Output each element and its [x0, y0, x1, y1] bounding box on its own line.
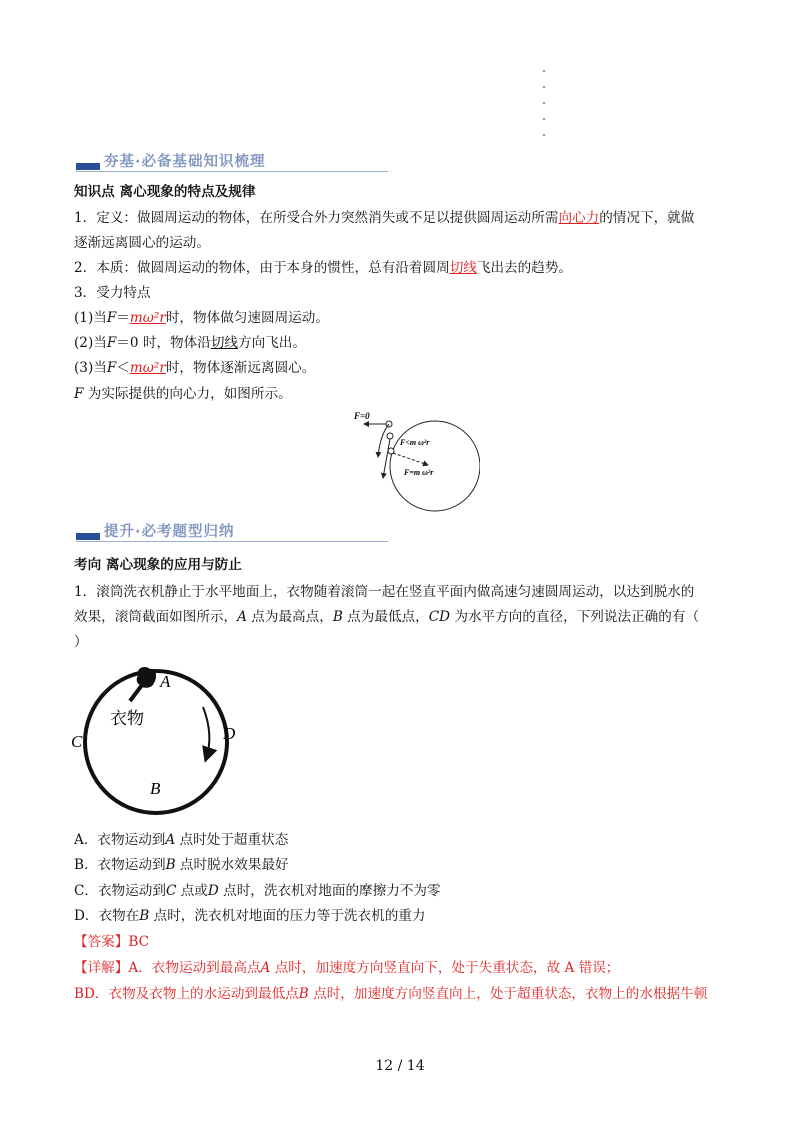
case-text: ＝0 时，物体沿 [116, 335, 211, 351]
var-B: B [139, 908, 150, 924]
page-number: 12 / 14 [375, 1058, 425, 1074]
var-B: B [165, 857, 176, 873]
section-bar [76, 533, 100, 540]
question-line-2 [74, 609, 699, 625]
question-text: 点为最低点， [342, 609, 429, 625]
section-title: 提升·必考题型归纳 [104, 524, 235, 540]
essence-text-end: 飞出去的趋势。 [476, 260, 573, 276]
detail-text: 点时，加速度方向竖直向上，处于超重状态，衣物上的水根据牛顿 [308, 986, 708, 1002]
question-topic-heading: 考向 离心现象的应用与防止 [74, 557, 242, 573]
case-prefix: (3)当 [74, 360, 107, 376]
question-text: 为水平方向的直径，下列说法正确的有（ [450, 609, 700, 625]
orbit-circle [390, 421, 480, 511]
case-prefix: (1)当 [74, 310, 107, 326]
knowledge-point-heading: 知识点 离心现象的特点及规律 [74, 184, 256, 200]
object-point [387, 433, 393, 439]
detail-text: 【详解】A．衣物运动到最高点 [74, 960, 261, 976]
option-c [74, 883, 441, 899]
force-case-2 [74, 335, 306, 351]
answer-tangent: 切线 [449, 260, 477, 276]
var-C: C [165, 883, 177, 899]
essence-text: 2．本质：做圆周运动的物体，由于本身的惯性，总有沿着圆周 [74, 260, 450, 276]
less-than-sign: ＜ [116, 360, 130, 376]
force-title: 3．受力特点 [74, 285, 151, 301]
definition-line-2: 逐渐远离圆心的运动。 [74, 235, 210, 251]
answer-label: 【答案】BC [74, 934, 150, 950]
definition-text: 1．定义：做圆周运动的物体，在所受合外力突然消失或不足以提供圆周运动所需 [74, 210, 559, 226]
option-text: D．衣物在 [74, 908, 140, 924]
option-text: 点时，洗衣机对地面的摩擦力不为零 [218, 883, 441, 899]
label-point-a: A [160, 672, 171, 691]
definition-line-1 [74, 210, 694, 226]
var-F: F [106, 360, 117, 376]
var-B: B [298, 986, 309, 1002]
case-text: 时，物体做匀速圆周运动。 [165, 310, 329, 326]
answer-formula: mω²r [129, 310, 166, 326]
question-text: 效果，滚筒截面如图所示， [74, 609, 238, 625]
label-f-less: F<m ω²r [400, 438, 430, 447]
label-f-zero: F=0 [354, 411, 370, 421]
answer-detail-line-2 [74, 986, 707, 1002]
var-F: F [74, 386, 84, 402]
option-b [74, 857, 289, 873]
note-text: 为实际提供的向心力，如图所示。 [83, 386, 292, 402]
option-text: C．衣物运动到 [74, 883, 166, 899]
answer-detail-line-1 [74, 960, 619, 976]
option-text: 点时，洗衣机对地面的压力等于洗衣机的重力 [149, 908, 426, 924]
decorative-dots [541, 70, 547, 150]
section-header-basics [76, 150, 388, 174]
force-case-3 [74, 360, 315, 376]
question-line-1: 1．滚筒洗衣机静止于水平地面上，衣物随着滚筒一起在竖直平面内做高速匀速圆周运动，以达到脱水的 [74, 584, 695, 600]
section-title: 夯基·必备基础知识梳理 [104, 154, 266, 170]
clothes-pointer [130, 685, 142, 701]
option-d [74, 908, 425, 924]
rotation-arrow [203, 707, 209, 759]
var-A: A [260, 960, 271, 976]
option-a [74, 832, 288, 848]
definition-text-end: 的情况下，就做 [599, 210, 695, 226]
detail-text: 点时，加速度方向竖直向下，处于失重状态，故 A 错误； [270, 960, 620, 976]
clothes-blob [137, 667, 156, 688]
centripetal-arrow [393, 453, 428, 465]
answer-formula: mω²r [129, 360, 166, 376]
option-text: A．衣物运动到 [74, 832, 166, 848]
var-A: A [237, 609, 247, 625]
label-point-d: D [223, 724, 236, 743]
var-CD: CD [428, 609, 451, 625]
case-text-end: 方向飞出。 [238, 335, 306, 351]
section-bar [76, 163, 100, 170]
force-note [74, 386, 292, 402]
label-clothes: 衣物 [110, 709, 144, 729]
var-B: B [332, 609, 343, 625]
label-point-b: B [150, 779, 161, 798]
case-text: 时，物体逐渐远离圆心。 [165, 360, 316, 376]
option-text: B．衣物运动到 [74, 857, 166, 873]
answer-centripetal-force: 向心力 [558, 210, 600, 226]
var-F: F [106, 335, 117, 351]
label-f-equal: F=m ω²r [404, 468, 434, 477]
essence-line [74, 260, 572, 276]
var-A: A [165, 832, 176, 848]
section-underline [76, 541, 388, 542]
equals-sign: ＝ [116, 310, 130, 326]
detail-text: BD．衣物及衣物上的水运动到最低点 [74, 986, 299, 1002]
washing-drum-diagram [66, 655, 246, 820]
option-text: 点时脱水效果最好 [175, 857, 289, 873]
var-D: D [207, 883, 219, 899]
case-prefix: (2)当 [74, 335, 107, 351]
question-text: 点为最高点， [246, 609, 333, 625]
section-header-advanced [76, 520, 388, 544]
underlined-tangent: 切线 [210, 335, 239, 351]
option-text: 点时处于超重状态 [175, 832, 289, 848]
escape-arrow [383, 439, 390, 478]
label-point-c: C [71, 732, 83, 751]
force-case-1 [74, 310, 329, 326]
section-underline [76, 171, 388, 172]
centrifugal-force-diagram [350, 405, 480, 515]
option-text: 点或 [176, 883, 208, 899]
question-line-3: ） [74, 634, 88, 650]
var-F: F [106, 310, 117, 326]
